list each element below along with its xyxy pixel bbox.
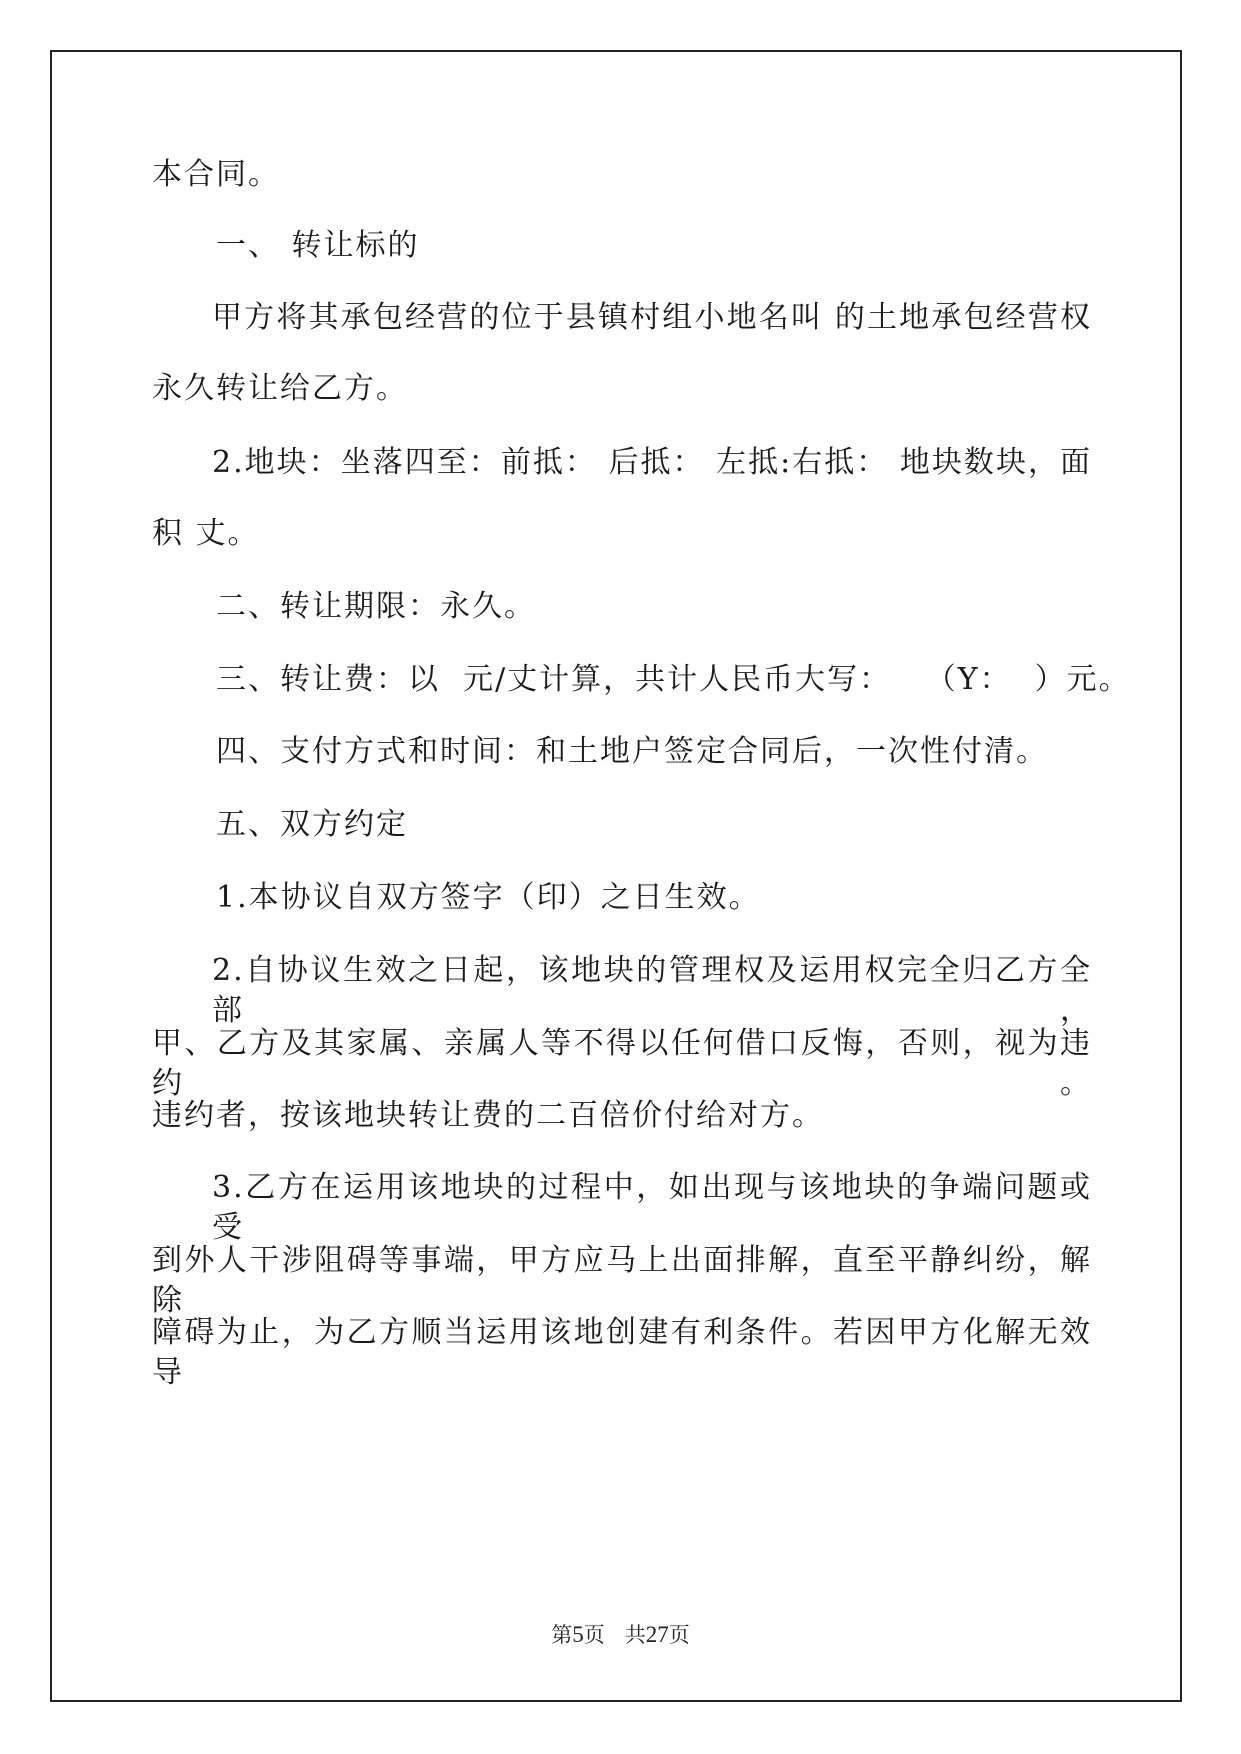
page-footer — [0, 1622, 1241, 1648]
text-line: 积 丈。 — [152, 516, 260, 551]
text-line: 永久转让给乙方。 — [152, 371, 408, 406]
text-line: 甲、乙方及其家属、亲属人等不得以任何借口反悔，否则，视为违约。 — [152, 1026, 1092, 1101]
section-heading: 三、转让费：以 元/丈计算，共计人民币大写： （Y： ）元。 — [152, 662, 1131, 697]
text-line: 本合同。 — [152, 157, 280, 192]
text-line: 到外人干涉阻碍等事端，甲方应马上出面排解，直至平静纠纷，解除 — [152, 1243, 1092, 1318]
footer-total-prefix: 共 — [624, 1623, 646, 1647]
text-line: 障碍为止，为乙方顺当运用该地创建有利条件。若因甲方化解无效导 — [152, 1315, 1092, 1390]
section-heading: 一、 转让标的 — [152, 228, 420, 263]
text-line: 2.地块：坐落四至：前抵： 后抵： 左抵:右抵： 地块数块，面 — [212, 445, 1092, 480]
text-line: 3.乙方在运用该地块的过程中，如出现与该地块的争端问题或受 — [212, 1170, 1092, 1245]
text-line: 1.本协议自双方签字（印）之日生效。 — [152, 880, 761, 915]
total-pages: 27 — [645, 1622, 669, 1647]
text-line: 甲方将其承包经营的位于县镇村组小地名叫 的土地承包经营权 — [212, 300, 1092, 335]
text-line: 2.自协议生效之日起，该地块的管理权及运用权完全归乙方全部， — [212, 953, 1092, 1028]
footer-prefix: 第 — [551, 1623, 573, 1647]
page-number: 5 — [572, 1622, 584, 1647]
text-line: 违约者，按该地块转让费的二百倍价付给对方。 — [152, 1098, 824, 1133]
section-heading: 二、转让期限：永久。 — [152, 589, 536, 624]
section-heading: 四、支付方式和时间：和土地户签定合同后，一次性付清。 — [152, 734, 1048, 769]
footer-total-suffix: 页 — [668, 1623, 690, 1647]
footer-page-suffix: 页 — [583, 1623, 605, 1647]
section-heading: 五、双方约定 — [152, 807, 408, 842]
